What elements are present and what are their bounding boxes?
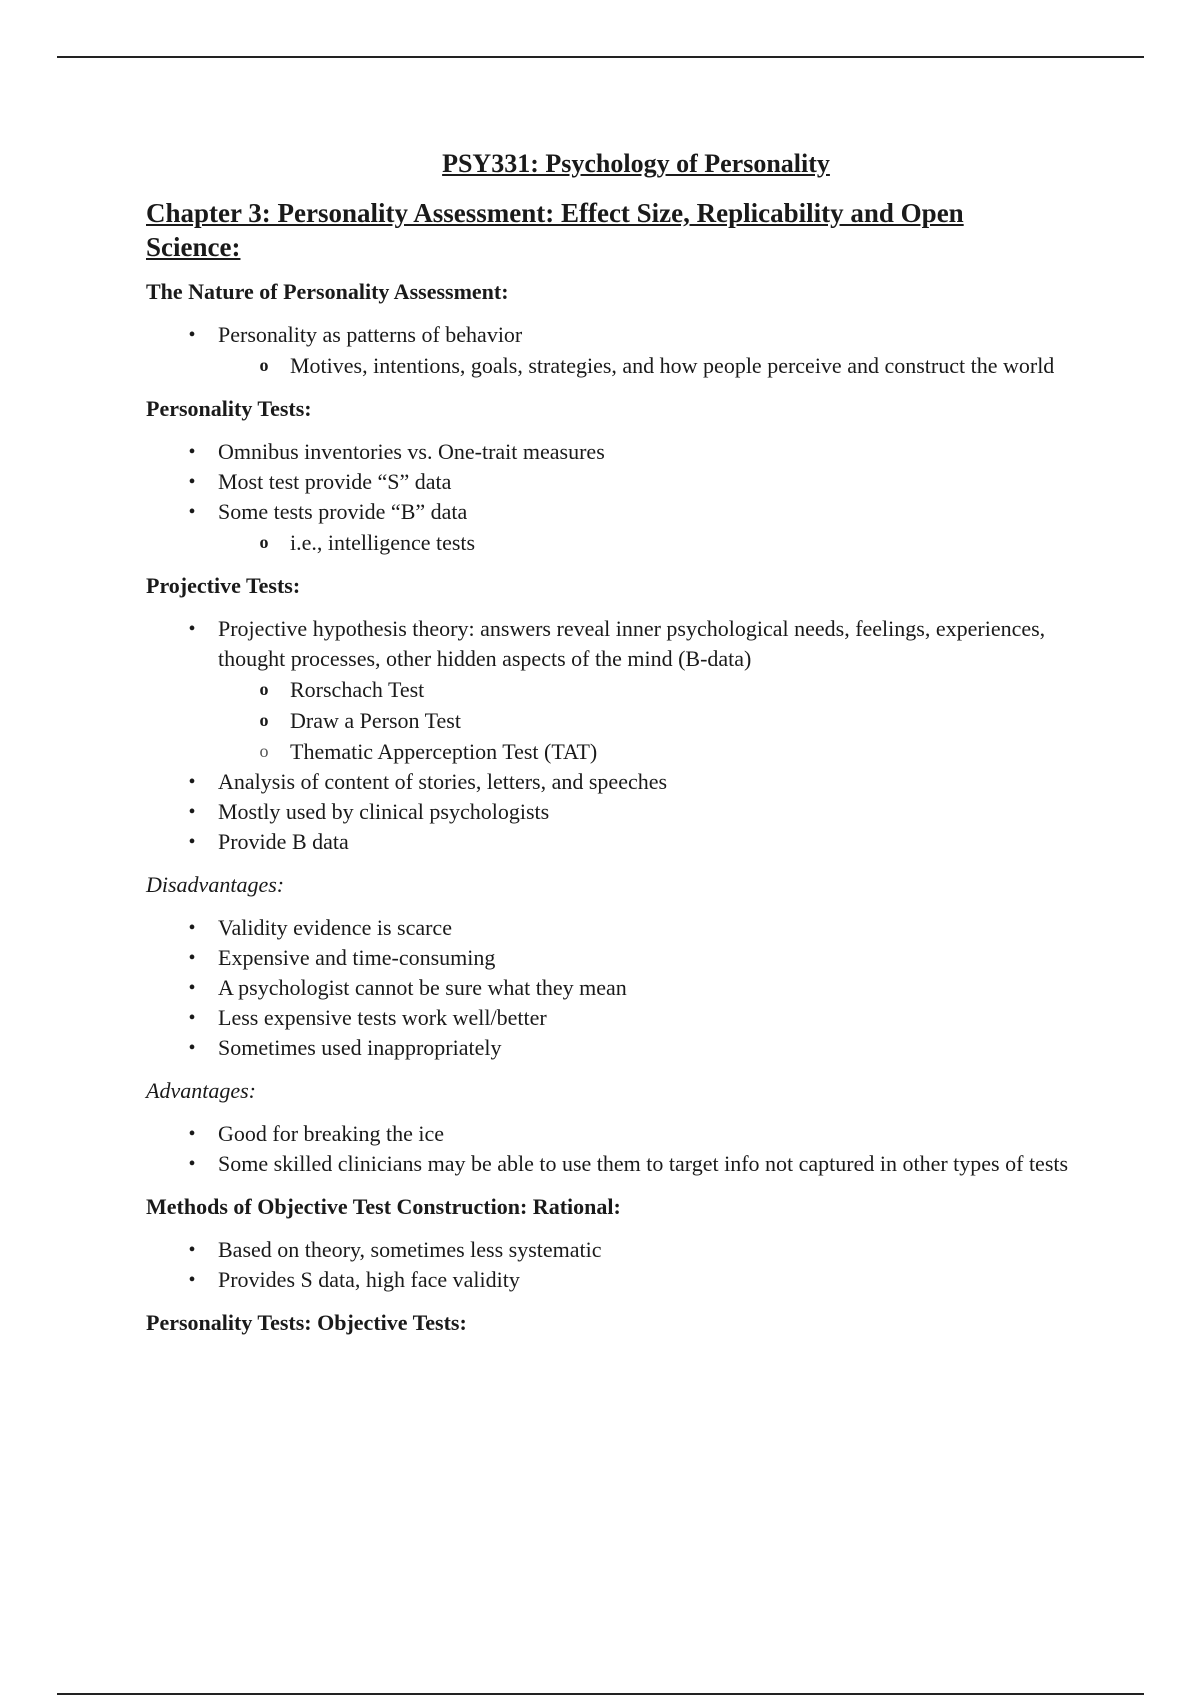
section-personality-tests <box>146 395 1106 558</box>
list-item <box>188 827 1106 857</box>
bullet-icon: • <box>188 977 196 999</box>
list-item-text: Analysis of content of stories, letters, and speeches <box>218 769 668 794</box>
list-item-text: Some skilled clinicians may be able to use them to target info not captured in other types of tests <box>218 1151 1069 1176</box>
sub-list-item-text: Rorschach Test <box>290 677 425 702</box>
bullet-icon: • <box>188 947 196 969</box>
list-item-text: Validity evidence is scarce <box>218 915 452 940</box>
list-item-text: A psychologist cannot be sure what they mean <box>218 975 627 1000</box>
sub-bullet-icon: o <box>259 355 269 375</box>
list-item-text: Provides S data, high face validity <box>218 1267 520 1292</box>
list-item-text: Expensive and time-consuming <box>218 945 496 970</box>
section-heading: Methods of Objective Test Construction: Rational: <box>146 1194 621 1219</box>
document-body <box>146 146 1106 1351</box>
chapter-title: Chapter 3: Personality Assessment: Effect Size, Replicability and Open Science: <box>146 198 964 262</box>
list-item-text: Some tests provide “B” data <box>218 499 468 524</box>
list-item-text: Sometimes used inappropriately <box>218 1035 502 1060</box>
sub-bullet-icon: o <box>259 532 269 552</box>
list-item <box>188 437 1106 467</box>
bullet-list <box>146 1119 1106 1179</box>
sub-list-item-text: Draw a Person Test <box>290 708 461 733</box>
list-item <box>188 614 1106 767</box>
section-nature <box>146 278 1106 381</box>
document-title: PSY331: Psychology of Personality <box>442 149 830 178</box>
bullet-list <box>146 913 1106 1063</box>
bullet-icon: • <box>188 1269 196 1291</box>
bullet-icon: • <box>188 1153 196 1175</box>
section-disadvantages <box>146 871 1106 1063</box>
section-heading: The Nature of Personality Assessment: <box>146 279 509 304</box>
bullet-list <box>146 1235 1106 1295</box>
bullet-list <box>146 320 1106 381</box>
list-item <box>188 1033 1106 1063</box>
bullet-icon: • <box>188 471 196 493</box>
list-item <box>188 467 1106 497</box>
list-item <box>188 1149 1106 1179</box>
list-item-text: Good for breaking the ice <box>218 1121 445 1146</box>
sub-bullet-icon: o <box>259 710 269 730</box>
sub-bullet-icon: o <box>259 679 269 699</box>
list-item-text: Less expensive tests work well/better <box>218 1005 547 1030</box>
sub-list-item <box>259 527 1106 558</box>
list-item-text: Most test provide “S” data <box>218 469 452 494</box>
sub-list-item <box>259 736 1106 767</box>
top-rule <box>57 56 1144 58</box>
bullet-list <box>146 614 1106 857</box>
section-heading: Advantages: <box>146 1078 256 1103</box>
list-item <box>188 943 1106 973</box>
list-item <box>188 1265 1106 1295</box>
section-objective-tests <box>146 1309 1106 1337</box>
sub-list <box>218 674 1106 767</box>
bullet-icon: • <box>188 1123 196 1145</box>
list-item <box>188 1003 1106 1033</box>
sub-list <box>218 527 1106 558</box>
bullet-icon: • <box>188 618 196 640</box>
section-rational-construction <box>146 1193 1106 1295</box>
section-projective-tests <box>146 572 1106 857</box>
list-item <box>188 497 1106 558</box>
bullet-icon: • <box>188 324 196 346</box>
list-item <box>188 1235 1106 1265</box>
list-item <box>188 1119 1106 1149</box>
section-heading: Personality Tests: Objective Tests: <box>146 1310 467 1335</box>
list-item <box>188 320 1106 381</box>
list-item-text: Based on theory, sometimes less systematic <box>218 1237 602 1262</box>
list-item-text: Projective hypothesis theory: answers reveal inner psychological needs, feelings, experiences, thought processes, other hidden aspects of the mind (B-data) <box>218 616 1046 671</box>
sub-list <box>218 350 1106 381</box>
list-item-text: Omnibus inventories vs. One-trait measures <box>218 439 605 464</box>
list-item-text: Mostly used by clinical psychologists <box>218 799 550 824</box>
section-heading: Projective Tests: <box>146 573 301 598</box>
sub-list-item-text: i.e., intelligence tests <box>290 530 476 555</box>
sub-list-item-text: Thematic Apperception Test (TAT) <box>290 739 598 764</box>
bottom-rule <box>57 1693 1144 1695</box>
list-item <box>188 797 1106 827</box>
bullet-icon: • <box>188 1007 196 1029</box>
bullet-list <box>146 437 1106 558</box>
bullet-icon: • <box>188 1239 196 1261</box>
list-item-text: Personality as patterns of behavior <box>218 322 523 347</box>
list-item <box>188 767 1106 797</box>
list-item-text: Provide B data <box>218 829 349 854</box>
section-heading: Personality Tests: <box>146 396 312 421</box>
bullet-icon: • <box>188 1037 196 1059</box>
bullet-icon: • <box>188 831 196 853</box>
bullet-icon: • <box>188 917 196 939</box>
bullet-icon: • <box>188 771 196 793</box>
sub-list-item-text: Motives, intentions, goals, strategies, and how people perceive and construct the world <box>290 353 1055 378</box>
bullet-icon: • <box>188 501 196 523</box>
bullet-icon: • <box>188 441 196 463</box>
section-advantages <box>146 1077 1106 1179</box>
list-item <box>188 913 1106 943</box>
sub-list-item <box>259 674 1106 705</box>
sub-list-item <box>259 705 1106 736</box>
sub-bullet-icon: o <box>259 741 269 761</box>
sub-list-item <box>259 350 1106 381</box>
section-heading: Disadvantages: <box>146 872 285 897</box>
list-item <box>188 973 1106 1003</box>
bullet-icon: • <box>188 801 196 823</box>
